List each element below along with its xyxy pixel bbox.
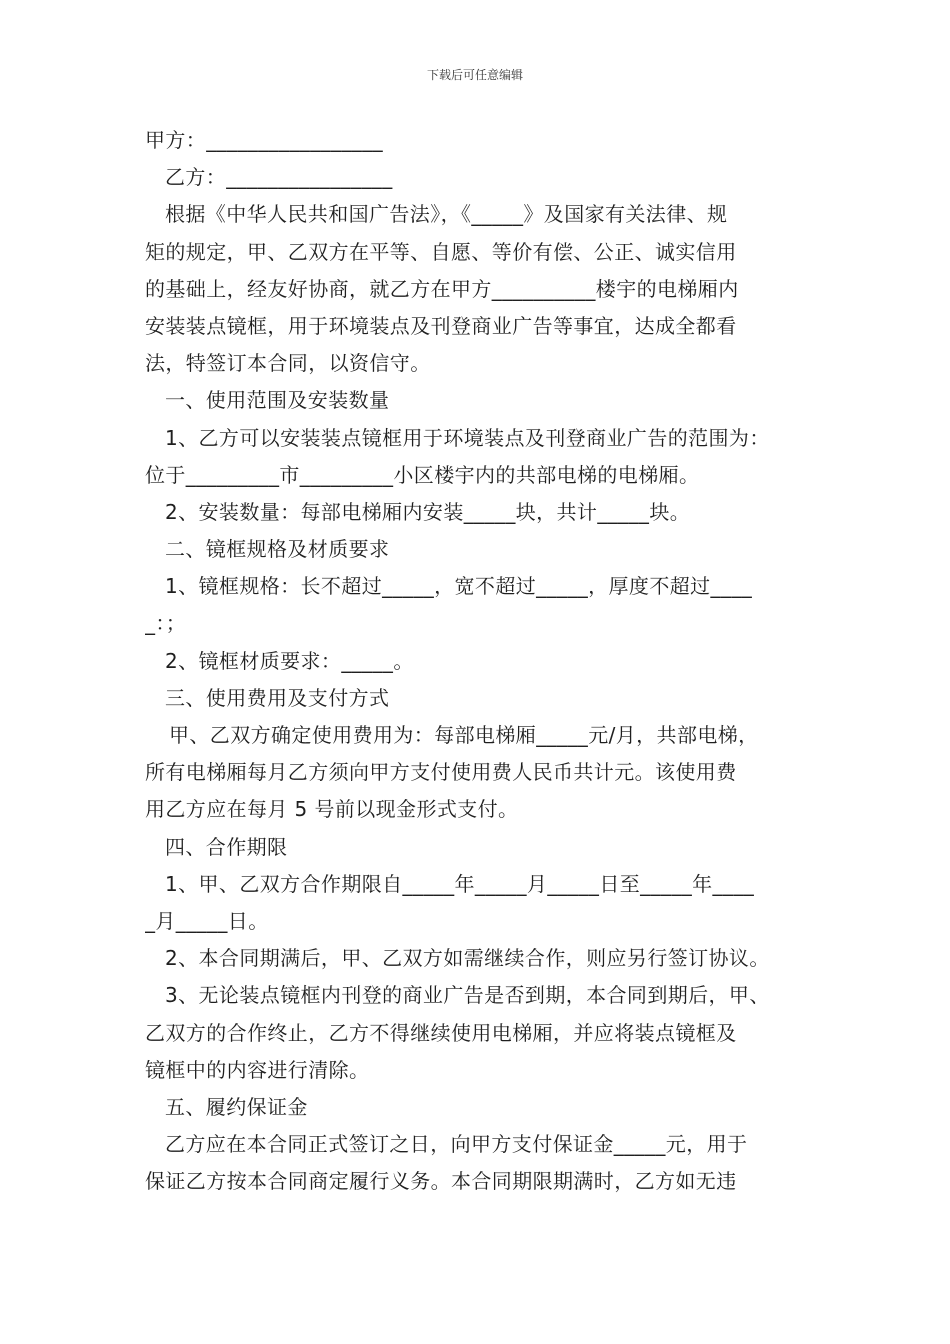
page-header: 下载后可任意编辑 [426,68,523,82]
section-heading-5: 五、履约保证金 [165,1094,308,1119]
clause-line: 1、镜框规格：长不超过_____，宽不超过_____，厚度不超过____ [165,574,753,599]
clause-line: 2、镜框材质要求：_____。 [165,648,414,673]
party-b-line: 乙方：________________ [165,165,393,190]
clause-line: 3、无论装点镜框内刊登的商业广告是否到期，本合同到期后，甲、 [165,983,770,1008]
clause-line: 2、安装数量：每部电梯厢内安装_____块，共计_____块。 [165,499,691,524]
clause-line: _月_____日。 [145,908,269,933]
preamble-line: 矩的规定，甲、乙双方在平等、自愿、等价有偿、公正、诚实信用 [145,239,737,264]
section-heading-4: 四、合作期限 [165,834,288,859]
clause-line: 镜框中的内容进行清除。 [145,1057,370,1082]
clause-line: 2、本合同期满后，甲、乙双方如需继续合作，则应另行签订协议。 [165,946,770,971]
clause-line: 位于_________市_________小区楼宇内的共部电梯的电梯厢。 [145,462,700,487]
section-heading-1: 一、使用范围及安装数量 [165,388,390,413]
preamble-line: 法，特签订本合同，以资信守。 [145,351,431,376]
preamble-line: 根据《中华人民共和国广告法》，《_____》及国家有关法律、规 [165,202,728,227]
clause-line: 所有电梯厢每月乙方须向甲方支付使用费人民币共计元。该使用费 [145,760,737,785]
clause-line: _：； [145,611,187,636]
contract-body [145,122,817,1200]
section-heading-2: 二、镜框规格及材质要求 [165,537,390,562]
preamble-line: 安装装点镜框，用于环境装点及刊登商业广告等事宜，达成全都看 [145,313,737,338]
clause-line: 1、甲、乙双方合作期限自_____年_____月_____日至_____年____ [165,871,755,896]
clause-line: 乙方应在本合同正式签订之日，向甲方支付保证金_____元，用于 [165,1132,748,1157]
clause-line: 用乙方应在每月 5 号前以现金形式支付。 [145,797,519,822]
clause-line: 保证乙方按本合同商定履行义务。本合同期限期满时，乙方如无违 [145,1169,737,1194]
clause-line: 1、乙方可以安装装点镜框用于环境装点及刊登商业广告的范围为： [165,425,770,450]
party-a-line: 甲方：_________________ [145,128,383,152]
clause-line: 甲、乙双方确定使用费用为：每部电梯厢_____元/月，共部电梯， [169,723,759,747]
preamble-line: 的基础上，经友好协商，就乙方在甲方__________楼宇的电梯厢内 [145,276,739,301]
section-heading-3: 三、使用费用及支付方式 [165,685,390,710]
clause-line: 乙双方的合作终止，乙方不得继续使用电梯厢，并应将装点镜框及 [145,1020,737,1045]
